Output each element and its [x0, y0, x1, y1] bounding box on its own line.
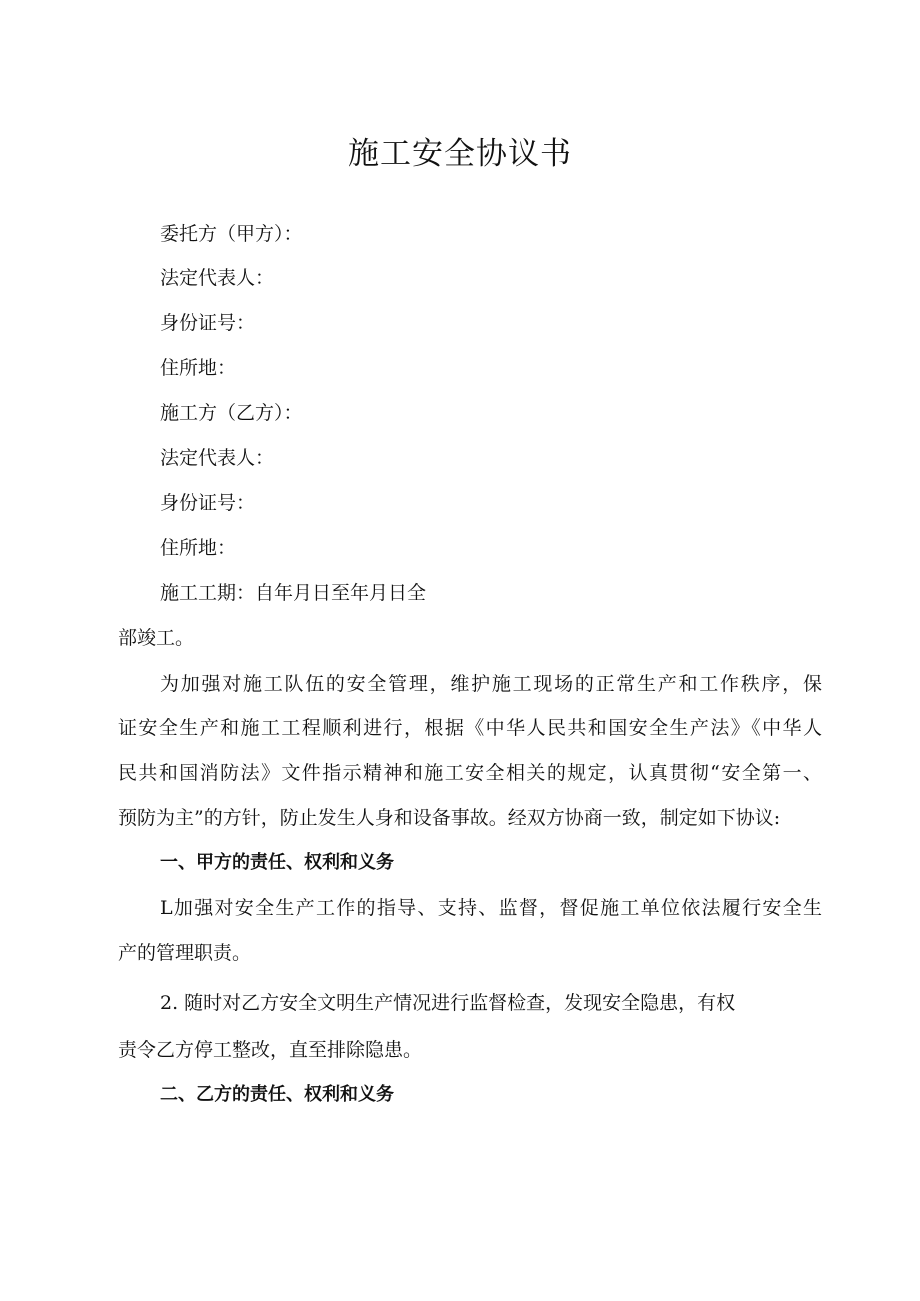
section-1-item-1-line: 产的管理职责。	[118, 942, 252, 964]
section-1-item-2-line: 2. 随时对乙方安全文明生产情况进行监督检查，发现安全隐患，有权	[160, 992, 736, 1014]
party-b-label: 施工方（乙方）：	[160, 402, 303, 424]
party-b-legal-rep: 法定代表人：	[160, 447, 275, 469]
party-a-legal-rep: 法定代表人：	[160, 267, 275, 289]
section-1-item-1-line: L加强对安全生产工作的指导、支持、监督，督促施工单位依法履行安全生	[160, 897, 822, 919]
document-title: 施工安全协议书	[348, 136, 572, 172]
party-a-id-number: 身份证号：	[160, 312, 256, 334]
party-a-address: 住所地：	[160, 357, 237, 379]
construction-period-continuation: 部竣工。	[118, 627, 195, 649]
party-b-id-number: 身份证号：	[160, 492, 256, 514]
section-1-heading: 一、甲方的责任、权利和义务	[160, 852, 394, 873]
preamble-line: 预防为主”的方针，防止发生人身和设备事故。经双方协商一致，制定如下协议:	[118, 807, 781, 829]
section-2-heading: 二、乙方的责任、权利和义务	[160, 1084, 394, 1105]
preamble-line: 为加强对施工队伍的安全管理，维护施工现场的正常生产和工作秩序，保	[160, 673, 822, 695]
party-a-label: 委托方（甲方）：	[160, 223, 303, 245]
party-b-address: 住所地：	[160, 537, 237, 559]
section-1-item-2-line: 责令乙方停工整改，直至排除隐患。	[118, 1039, 423, 1061]
construction-period-line: 施工工期：自年月日至年月日全	[160, 582, 427, 604]
preamble-line: 民共和国消防法》文件指示精神和施工安全相关的规定，认真贯彻“安全第一、	[118, 762, 822, 784]
preamble-line: 证安全生产和施工工程顺利进行，根据《中华人民共和国安全生产法》《中华人	[118, 717, 822, 739]
